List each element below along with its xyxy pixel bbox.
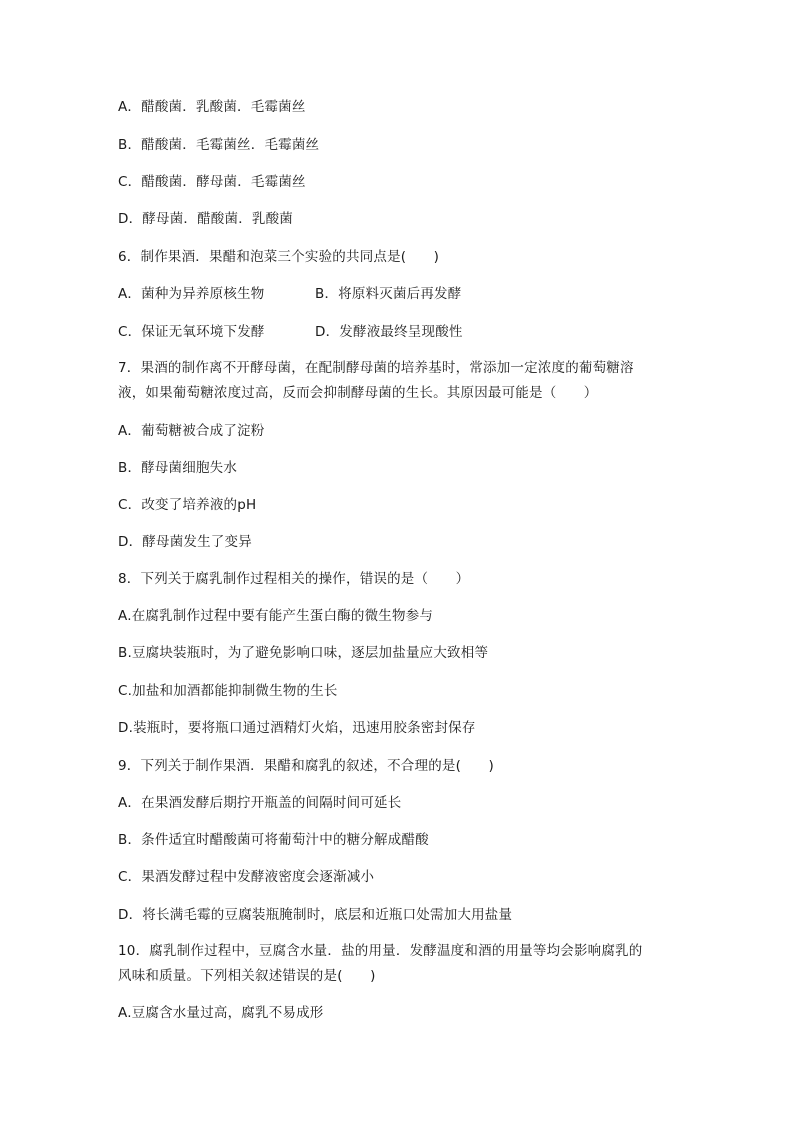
q6-stem: 6．制作果酒．果醋和泡菜三个实验的共同点是( )	[118, 249, 440, 265]
q6-option-d: D．发酵液最终呈现酸性	[315, 324, 463, 340]
q9-stem: 9．下列关于制作果酒．果醋和腐乳的叙述，不合理的是( )	[118, 758, 494, 774]
q10-option-a: A.豆腐含水量过高，腐乳不易成形	[118, 1005, 324, 1021]
q9-option-d: D．将长满毛霉的豆腐装瓶腌制时，底层和近瓶口处需加大用盐量	[118, 907, 513, 923]
q9-option-b: B．条件适宜时醋酸菌可将葡萄汁中的糖分解成醋酸	[118, 832, 429, 848]
q7-option-c: C．改变了培养液的pH	[118, 497, 257, 513]
q8-option-b: B.豆腐块装瓶时，为了避免影响口味，逐层加盐量应大致相等	[118, 645, 489, 661]
q7-stem-line1: 7．果酒的制作离不开酵母菌，在配制酵母菌的培养基时，常添加一定浓度的葡萄糖溶	[118, 360, 634, 376]
q7-option-a: A．葡萄糖被合成了淀粉	[118, 423, 265, 439]
q6-option-b: B．将原料灭菌后再发酵	[315, 286, 462, 302]
q5-option-c: C．醋酸菌．酵母菌．毛霉菌丝	[118, 174, 306, 190]
q5-option-a: A．醋酸菌．乳酸菌．毛霉菌丝	[118, 99, 306, 115]
q9-option-c: C．果酒发酵过程中发酵液密度会逐渐减小	[118, 869, 375, 885]
q8-option-a: A.在腐乳制作过程中要有能产生蛋白酶的微生物参与	[118, 608, 434, 624]
q6-option-a: A．菌种为异养原核生物	[118, 286, 265, 302]
q7-option-b: B．酵母菌细胞失水	[118, 460, 238, 476]
q5-option-b: B．醋酸菌．毛霉菌丝．毛霉菌丝	[118, 137, 320, 153]
q8-option-d: D.装瓶时，要将瓶口通过酒精灯火焰，迅速用胶条密封保存	[118, 720, 476, 736]
q10-stem	[118, 939, 690, 989]
q9-option-a: A．在果酒发酵后期拧开瓶盖的间隔时间可延长	[118, 795, 402, 811]
q7-stem	[118, 356, 690, 406]
q5-option-d: D．酵母菌．醋酸菌．乳酸菌	[118, 211, 293, 227]
q10-stem-line1: 10．腐乳制作过程中，豆腐含水量．盐的用量．发酵温度和酒的用量等均会影响腐乳的	[118, 943, 643, 959]
q8-option-c: C.加盐和加酒都能抑制微生物的生长	[118, 683, 338, 699]
q7-stem-line2: 液，如果葡萄糖浓度过高，反而会抑制酵母菌的生长。其原因最可能是（ ）	[118, 385, 598, 401]
q10-stem-line2: 风味和质量。下列相关叙述错误的是( )	[118, 968, 376, 984]
q6-option-c: C．保证无氧环境下发酵	[118, 324, 265, 340]
q7-option-d: D．酵母菌发生了变异	[118, 534, 252, 550]
q8-stem: 8．下列关于腐乳制作过程相关的操作，错误的是（ ）	[118, 571, 470, 587]
